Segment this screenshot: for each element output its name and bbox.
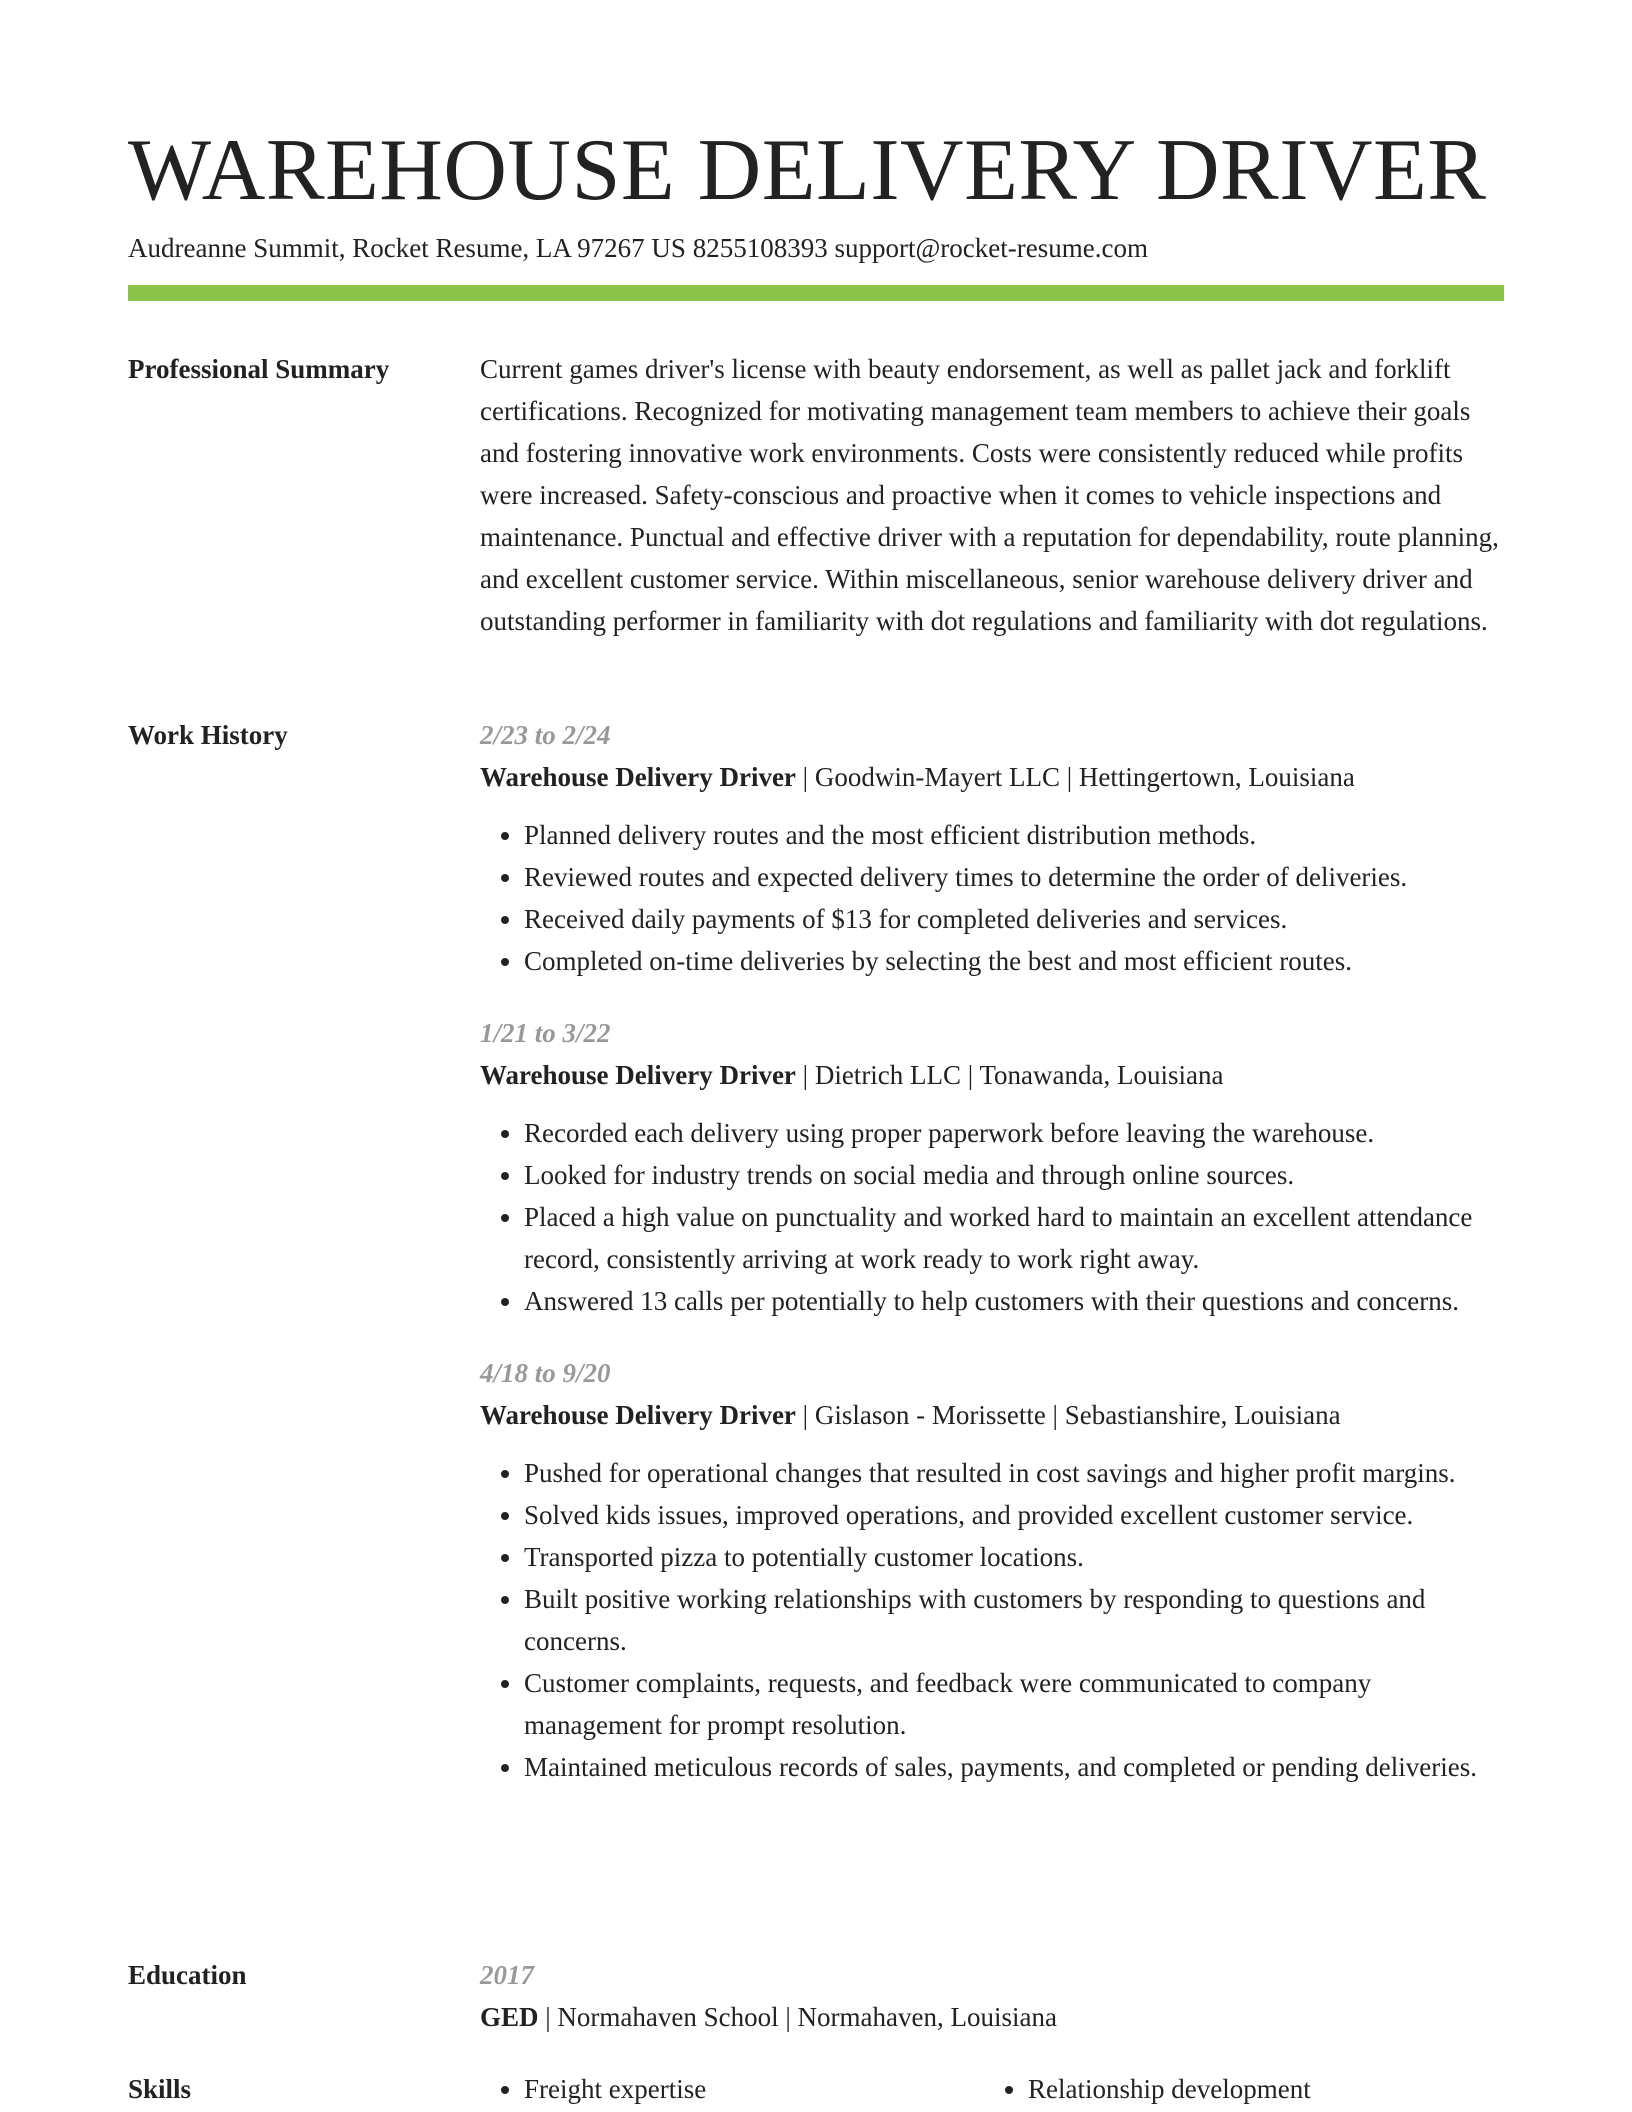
- job-header: [480, 1394, 1504, 1436]
- job-bullets: [480, 1452, 1504, 1788]
- education-heading: Education: [128, 1960, 247, 1990]
- list-item: • Transported pizza to potentially customer locations.: [524, 1536, 1504, 1578]
- skills-list: [480, 2068, 1504, 2110]
- list-item: • Placed a high value on punctuality and worked hard to maintain an excellent attendance record, consistently arriving at work ready to work right away.: [524, 1196, 1504, 1280]
- skills-column-left: [480, 2068, 984, 2110]
- job-dates: 4/18 to 9/20: [480, 1358, 611, 1388]
- list-item: • Looked for industry trends on social media and through online sources.: [524, 1154, 1504, 1196]
- job-dates: 2/23 to 2/24: [480, 720, 611, 750]
- resume-title: WAREHOUSE DELIVERY DRIVER: [128, 122, 1487, 219]
- job-title: Warehouse Delivery Driver: [480, 762, 796, 792]
- job-details: | Gislason - Morissette | Sebastianshire, Louisiana: [795, 1400, 1341, 1430]
- job-entry: [480, 714, 1504, 982]
- skills-column-right: [984, 2068, 1488, 2110]
- job-dates: 1/21 to 3/22: [480, 1018, 611, 1048]
- list-item: • Pushed for operational changes that resulted in cost savings and higher profit margins.: [524, 1452, 1504, 1494]
- list-item: • Answered 13 calls per potentially to help customers with their questions and concerns.: [524, 1280, 1504, 1322]
- job-header: [480, 1054, 1504, 1096]
- job-title: Warehouse Delivery Driver: [480, 1060, 796, 1090]
- list-item: • Completed on-time deliveries by selecting the best and most efficient routes.: [524, 940, 1504, 982]
- list-item: • Built positive working relationships with customers by responding to questions and concerns.: [524, 1578, 1504, 1662]
- accent-divider: [128, 285, 1504, 301]
- job-title: Warehouse Delivery Driver: [480, 1400, 796, 1430]
- job-bullets: [480, 814, 1504, 982]
- job-bullets: [480, 1112, 1504, 1322]
- summary-text: Current games driver's license with beauty endorsement, as well as pallet jack and forklift certifications. Recognized for motivating management team members to achieve their goals and fostering innovative work environments. Costs were consistently reduced while profits were increased. Safety-conscious and proactive when it comes to vehicle inspections and maintenance. Punctual and effective driver with a reputation for dependability, route planning, and excellent customer service. Within miscellaneous, senior warehouse delivery driver and outstanding performer in familiarity with dot regulations and familiarity with dot regulations.: [480, 354, 1499, 636]
- skills-heading: Skills: [128, 2074, 192, 2104]
- work-history-heading: Work History: [128, 720, 288, 750]
- list-item: • Recorded each delivery using proper paperwork before leaving the warehouse.: [524, 1112, 1504, 1154]
- list-item: • Reviewed routes and expected delivery times to determine the order of deliveries.: [524, 856, 1504, 898]
- summary-heading: Professional Summary: [128, 354, 390, 384]
- education-year: 2017: [480, 1960, 534, 1990]
- job-header: [480, 756, 1504, 798]
- job-details: | Dietrich LLC | Tonawanda, Louisiana: [795, 1060, 1224, 1090]
- list-item: • Received daily payments of $13 for completed deliveries and services.: [524, 898, 1504, 940]
- list-item: • Maintained meticulous records of sales, payments, and completed or pending deliveries.: [524, 1746, 1504, 1788]
- list-item: • Planned delivery routes and the most efficient distribution methods.: [524, 814, 1504, 856]
- degree: GED: [480, 2002, 539, 2032]
- list-item: • Solved kids issues, improved operations, and provided excellent customer service.: [524, 1494, 1504, 1536]
- education-entry: [480, 1996, 1504, 2038]
- list-item: • Customer complaints, requests, and feedback were communicated to company management for prompt resolution.: [524, 1662, 1504, 1746]
- skill-item: • Relationship development: [1028, 2068, 1488, 2110]
- job-entry: [480, 1012, 1504, 1322]
- contact-info: Audreanne Summit, Rocket Resume, LA 97267 US 8255108393 support@rocket-resume.com: [128, 233, 1148, 263]
- education-details: | Normahaven School | Normahaven, Louisiana: [538, 2002, 1057, 2032]
- job-entry: [480, 1352, 1504, 1788]
- job-details: | Goodwin-Mayert LLC | Hettingertown, Louisiana: [795, 762, 1355, 792]
- skill-item: • Freight expertise: [524, 2068, 984, 2110]
